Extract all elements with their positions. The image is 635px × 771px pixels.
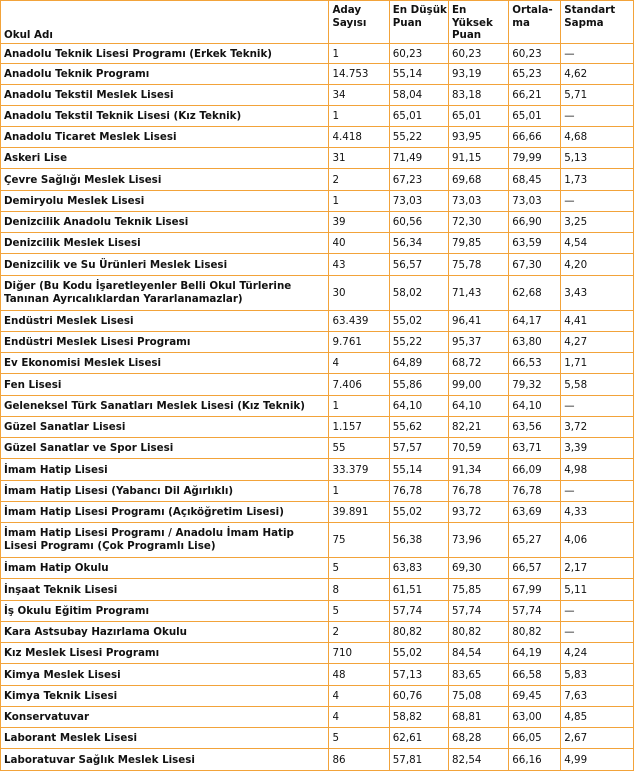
cell-applicant-count: 5 <box>329 558 389 579</box>
table-row <box>1 579 634 601</box>
cell-applicant-count: 4 <box>329 707 389 728</box>
cell-max-score: 75,85 <box>448 579 508 601</box>
cell-average: 66,57 <box>509 558 561 579</box>
cell-max-score: 96,41 <box>448 311 508 332</box>
cell-max-score: 73,03 <box>448 191 508 212</box>
table-row <box>1 353 634 374</box>
cell-min-score: 60,23 <box>389 44 448 64</box>
cell-max-score: 68,72 <box>448 353 508 374</box>
cell-min-score: 57,74 <box>389 601 448 622</box>
cell-average: 68,45 <box>509 169 561 191</box>
cell-max-score: 91,15 <box>448 148 508 169</box>
cell-school-name: İmam Hatip Lisesi Programı / Anadolu İmam Hatip Lisesi Programı (Çok Programlı Lise) <box>1 523 329 558</box>
header-min-score: En Düşük Puan <box>389 1 448 44</box>
cell-min-score: 58,02 <box>389 276 448 311</box>
cell-applicant-count: 30 <box>329 276 389 311</box>
cell-school-name: Anadolu Tekstil Meslek Lisesi <box>1 85 329 106</box>
cell-min-score: 71,49 <box>389 148 448 169</box>
cell-std-dev: — <box>561 601 634 622</box>
cell-max-score: 68,28 <box>448 728 508 749</box>
cell-max-score: 99,00 <box>448 374 508 396</box>
cell-school-name: Kimya Meslek Lisesi <box>1 664 329 686</box>
header-max-score: En Yüksek Puan <box>448 1 508 44</box>
cell-std-dev: — <box>561 106 634 127</box>
cell-std-dev: 3,43 <box>561 276 634 311</box>
cell-school-name: İş Okulu Eğitim Programı <box>1 601 329 622</box>
cell-average: 64,10 <box>509 396 561 417</box>
cell-average: 65,23 <box>509 64 561 85</box>
cell-school-name: Çevre Sağlığı Meslek Lisesi <box>1 169 329 191</box>
cell-applicant-count: 4 <box>329 353 389 374</box>
cell-std-dev: 1,71 <box>561 353 634 374</box>
cell-school-name: Kız Meslek Lisesi Programı <box>1 643 329 664</box>
cell-std-dev: 5,71 <box>561 85 634 106</box>
cell-min-score: 62,61 <box>389 728 448 749</box>
cell-std-dev: 4,33 <box>561 502 634 523</box>
cell-average: 63,59 <box>509 233 561 254</box>
cell-std-dev: 5,83 <box>561 664 634 686</box>
cell-min-score: 57,81 <box>389 749 448 771</box>
cell-average: 63,80 <box>509 332 561 353</box>
cell-max-score: 60,23 <box>448 44 508 64</box>
cell-max-score: 91,34 <box>448 459 508 481</box>
cell-std-dev: 7,63 <box>561 686 634 707</box>
cell-school-name: Ev Ekonomisi Meslek Lisesi <box>1 353 329 374</box>
cell-school-name: Konservatuvar <box>1 707 329 728</box>
cell-average: 57,74 <box>509 601 561 622</box>
header-school-name: Okul Adı <box>1 1 329 44</box>
table-row <box>1 64 634 85</box>
cell-std-dev: 5,58 <box>561 374 634 396</box>
cell-applicant-count: 7.406 <box>329 374 389 396</box>
cell-applicant-count: 8 <box>329 579 389 601</box>
cell-school-name: İnşaat Teknik Lisesi <box>1 579 329 601</box>
cell-std-dev: 3,39 <box>561 438 634 459</box>
cell-max-score: 75,78 <box>448 254 508 276</box>
table-row <box>1 438 634 459</box>
table-row <box>1 212 634 233</box>
table-row <box>1 664 634 686</box>
cell-average: 67,99 <box>509 579 561 601</box>
cell-max-score: 80,82 <box>448 622 508 643</box>
cell-school-name: Denizcilik Meslek Lisesi <box>1 233 329 254</box>
cell-min-score: 67,23 <box>389 169 448 191</box>
cell-max-score: 65,01 <box>448 106 508 127</box>
table-row <box>1 276 634 311</box>
cell-min-score: 55,86 <box>389 374 448 396</box>
table-row <box>1 643 634 664</box>
cell-school-name: Endüstri Meslek Lisesi Programı <box>1 332 329 353</box>
cell-applicant-count: 14.753 <box>329 64 389 85</box>
cell-school-name: Anadolu Tekstil Teknik Lisesi (Kız Teknik) <box>1 106 329 127</box>
cell-school-name: Güzel Sanatlar Lisesi <box>1 417 329 438</box>
cell-applicant-count: 40 <box>329 233 389 254</box>
table-row <box>1 707 634 728</box>
cell-school-name: Denizcilik ve Su Ürünleri Meslek Lisesi <box>1 254 329 276</box>
cell-applicant-count: 5 <box>329 728 389 749</box>
cell-max-score: 70,59 <box>448 438 508 459</box>
cell-average: 62,68 <box>509 276 561 311</box>
cell-average: 64,19 <box>509 643 561 664</box>
cell-school-name: İmam Hatip Lisesi Programı (Açıköğretim Lisesi) <box>1 502 329 523</box>
cell-average: 79,32 <box>509 374 561 396</box>
cell-average: 60,23 <box>509 44 561 64</box>
table-row <box>1 502 634 523</box>
cell-applicant-count: 4.418 <box>329 127 389 148</box>
cell-std-dev: 3,72 <box>561 417 634 438</box>
cell-school-name: Askeri Lise <box>1 148 329 169</box>
cell-applicant-count: 1 <box>329 106 389 127</box>
table-row <box>1 523 634 558</box>
cell-std-dev: — <box>561 481 634 502</box>
cell-min-score: 55,22 <box>389 127 448 148</box>
cell-min-score: 58,82 <box>389 707 448 728</box>
table-row <box>1 481 634 502</box>
table-row <box>1 374 634 396</box>
cell-applicant-count: 55 <box>329 438 389 459</box>
table-row <box>1 558 634 579</box>
cell-average: 66,58 <box>509 664 561 686</box>
cell-school-name: Fen Lisesi <box>1 374 329 396</box>
cell-min-score: 55,22 <box>389 332 448 353</box>
cell-applicant-count: 31 <box>329 148 389 169</box>
cell-max-score: 82,21 <box>448 417 508 438</box>
cell-applicant-count: 4 <box>329 686 389 707</box>
cell-min-score: 63,83 <box>389 558 448 579</box>
cell-min-score: 64,89 <box>389 353 448 374</box>
cell-max-score: 93,72 <box>448 502 508 523</box>
cell-school-name: Laborant Meslek Lisesi <box>1 728 329 749</box>
cell-std-dev: 4,98 <box>561 459 634 481</box>
cell-std-dev: 2,67 <box>561 728 634 749</box>
cell-std-dev: — <box>561 396 634 417</box>
cell-std-dev: 1,73 <box>561 169 634 191</box>
cell-max-score: 76,78 <box>448 481 508 502</box>
cell-max-score: 75,08 <box>448 686 508 707</box>
table-row <box>1 311 634 332</box>
cell-min-score: 55,02 <box>389 311 448 332</box>
cell-std-dev: — <box>561 191 634 212</box>
table-row <box>1 728 634 749</box>
cell-average: 66,21 <box>509 85 561 106</box>
table-row <box>1 601 634 622</box>
cell-average: 63,56 <box>509 417 561 438</box>
cell-average: 73,03 <box>509 191 561 212</box>
cell-min-score: 57,57 <box>389 438 448 459</box>
cell-std-dev: 2,17 <box>561 558 634 579</box>
cell-applicant-count: 34 <box>329 85 389 106</box>
table-row <box>1 148 634 169</box>
cell-average: 65,27 <box>509 523 561 558</box>
cell-min-score: 56,34 <box>389 233 448 254</box>
table-header-row <box>1 1 634 44</box>
cell-applicant-count: 75 <box>329 523 389 558</box>
cell-applicant-count: 33.379 <box>329 459 389 481</box>
cell-average: 69,45 <box>509 686 561 707</box>
table-row <box>1 44 634 64</box>
cell-max-score: 71,43 <box>448 276 508 311</box>
cell-average: 67,30 <box>509 254 561 276</box>
cell-school-name: Anadolu Ticaret Meslek Lisesi <box>1 127 329 148</box>
cell-std-dev: 4,06 <box>561 523 634 558</box>
cell-std-dev: — <box>561 44 634 64</box>
cell-average: 65,01 <box>509 106 561 127</box>
cell-average: 79,99 <box>509 148 561 169</box>
cell-applicant-count: 9.761 <box>329 332 389 353</box>
cell-school-name: İmam Hatip Okulu <box>1 558 329 579</box>
cell-max-score: 82,54 <box>448 749 508 771</box>
cell-applicant-count: 48 <box>329 664 389 686</box>
cell-min-score: 65,01 <box>389 106 448 127</box>
cell-std-dev: 3,25 <box>561 212 634 233</box>
cell-applicant-count: 5 <box>329 601 389 622</box>
table-row <box>1 127 634 148</box>
cell-std-dev: 5,11 <box>561 579 634 601</box>
cell-std-dev: 4,24 <box>561 643 634 664</box>
cell-applicant-count: 2 <box>329 622 389 643</box>
cell-applicant-count: 1 <box>329 481 389 502</box>
cell-school-name: Demiryolu Meslek Lisesi <box>1 191 329 212</box>
table-row <box>1 396 634 417</box>
cell-average: 64,17 <box>509 311 561 332</box>
table-row <box>1 749 634 771</box>
cell-min-score: 55,02 <box>389 643 448 664</box>
cell-average: 66,53 <box>509 353 561 374</box>
cell-applicant-count: 710 <box>329 643 389 664</box>
cell-average: 80,82 <box>509 622 561 643</box>
table-row <box>1 459 634 481</box>
cell-std-dev: 4,27 <box>561 332 634 353</box>
cell-min-score: 55,02 <box>389 502 448 523</box>
cell-applicant-count: 1 <box>329 396 389 417</box>
cell-std-dev: 4,85 <box>561 707 634 728</box>
cell-school-name: Güzel Sanatlar ve Spor Lisesi <box>1 438 329 459</box>
cell-std-dev: 4,99 <box>561 749 634 771</box>
cell-max-score: 57,74 <box>448 601 508 622</box>
cell-applicant-count: 1 <box>329 191 389 212</box>
table-row <box>1 332 634 353</box>
table-row <box>1 622 634 643</box>
header-average: Ortala-ma <box>509 1 561 44</box>
cell-average: 63,69 <box>509 502 561 523</box>
table-row <box>1 686 634 707</box>
cell-min-score: 55,14 <box>389 459 448 481</box>
cell-max-score: 73,96 <box>448 523 508 558</box>
cell-applicant-count: 63.439 <box>329 311 389 332</box>
cell-max-score: 93,19 <box>448 64 508 85</box>
cell-min-score: 60,76 <box>389 686 448 707</box>
cell-school-name: Endüstri Meslek Lisesi <box>1 311 329 332</box>
cell-min-score: 56,38 <box>389 523 448 558</box>
cell-school-name: İmam Hatip Lisesi <box>1 459 329 481</box>
table-row <box>1 191 634 212</box>
cell-max-score: 83,18 <box>448 85 508 106</box>
table-row <box>1 254 634 276</box>
cell-applicant-count: 39.891 <box>329 502 389 523</box>
cell-average: 66,05 <box>509 728 561 749</box>
cell-school-name: Kimya Teknik Lisesi <box>1 686 329 707</box>
table-body <box>1 44 634 771</box>
cell-max-score: 93,95 <box>448 127 508 148</box>
cell-school-name: Diğer (Bu Kodu İşaretleyenler Belli Okul Türlerine Tanınan Ayrıcalıklardan Yararlanamazlar) <box>1 276 329 311</box>
cell-applicant-count: 1.157 <box>329 417 389 438</box>
cell-max-score: 95,37 <box>448 332 508 353</box>
cell-school-name: Anadolu Teknik Programı <box>1 64 329 85</box>
cell-min-score: 56,57 <box>389 254 448 276</box>
cell-average: 76,78 <box>509 481 561 502</box>
cell-min-score: 76,78 <box>389 481 448 502</box>
cell-min-score: 61,51 <box>389 579 448 601</box>
cell-school-name: Kara Astsubay Hazırlama Okulu <box>1 622 329 643</box>
header-applicant-count: Aday Sayısı <box>329 1 389 44</box>
cell-applicant-count: 39 <box>329 212 389 233</box>
cell-average: 66,66 <box>509 127 561 148</box>
cell-min-score: 57,13 <box>389 664 448 686</box>
cell-max-score: 69,68 <box>448 169 508 191</box>
header-std-dev: Standart Sapma <box>561 1 634 44</box>
cell-std-dev: 4,54 <box>561 233 634 254</box>
cell-std-dev: 4,20 <box>561 254 634 276</box>
cell-school-name: Denizcilik Anadolu Teknik Lisesi <box>1 212 329 233</box>
cell-max-score: 79,85 <box>448 233 508 254</box>
cell-std-dev: 4,62 <box>561 64 634 85</box>
cell-min-score: 80,82 <box>389 622 448 643</box>
cell-min-score: 60,56 <box>389 212 448 233</box>
cell-std-dev: — <box>561 622 634 643</box>
cell-std-dev: 5,13 <box>561 148 634 169</box>
cell-applicant-count: 1 <box>329 44 389 64</box>
cell-school-name: Laboratuvar Sağlık Meslek Lisesi <box>1 749 329 771</box>
cell-average: 63,00 <box>509 707 561 728</box>
cell-applicant-count: 43 <box>329 254 389 276</box>
table-row <box>1 106 634 127</box>
cell-applicant-count: 86 <box>329 749 389 771</box>
cell-school-name: Anadolu Teknik Lisesi Programı (Erkek Teknik) <box>1 44 329 64</box>
cell-average: 66,90 <box>509 212 561 233</box>
cell-min-score: 55,14 <box>389 64 448 85</box>
cell-max-score: 72,30 <box>448 212 508 233</box>
cell-school-name: İmam Hatip Lisesi (Yabancı Dil Ağırlıklı) <box>1 481 329 502</box>
cell-std-dev: 4,41 <box>561 311 634 332</box>
cell-applicant-count: 2 <box>329 169 389 191</box>
cell-school-name: Geleneksel Türk Sanatları Meslek Lisesi (Kız Teknik) <box>1 396 329 417</box>
table-row <box>1 233 634 254</box>
cell-average: 66,09 <box>509 459 561 481</box>
cell-max-score: 68,81 <box>448 707 508 728</box>
cell-min-score: 64,10 <box>389 396 448 417</box>
table-row <box>1 169 634 191</box>
cell-max-score: 64,10 <box>448 396 508 417</box>
cell-max-score: 69,30 <box>448 558 508 579</box>
cell-min-score: 58,04 <box>389 85 448 106</box>
cell-average: 66,16 <box>509 749 561 771</box>
cell-max-score: 84,54 <box>448 643 508 664</box>
cell-max-score: 83,65 <box>448 664 508 686</box>
cell-min-score: 55,62 <box>389 417 448 438</box>
cell-std-dev: 4,68 <box>561 127 634 148</box>
cell-average: 63,71 <box>509 438 561 459</box>
table-row <box>1 417 634 438</box>
cell-min-score: 73,03 <box>389 191 448 212</box>
table-row <box>1 85 634 106</box>
